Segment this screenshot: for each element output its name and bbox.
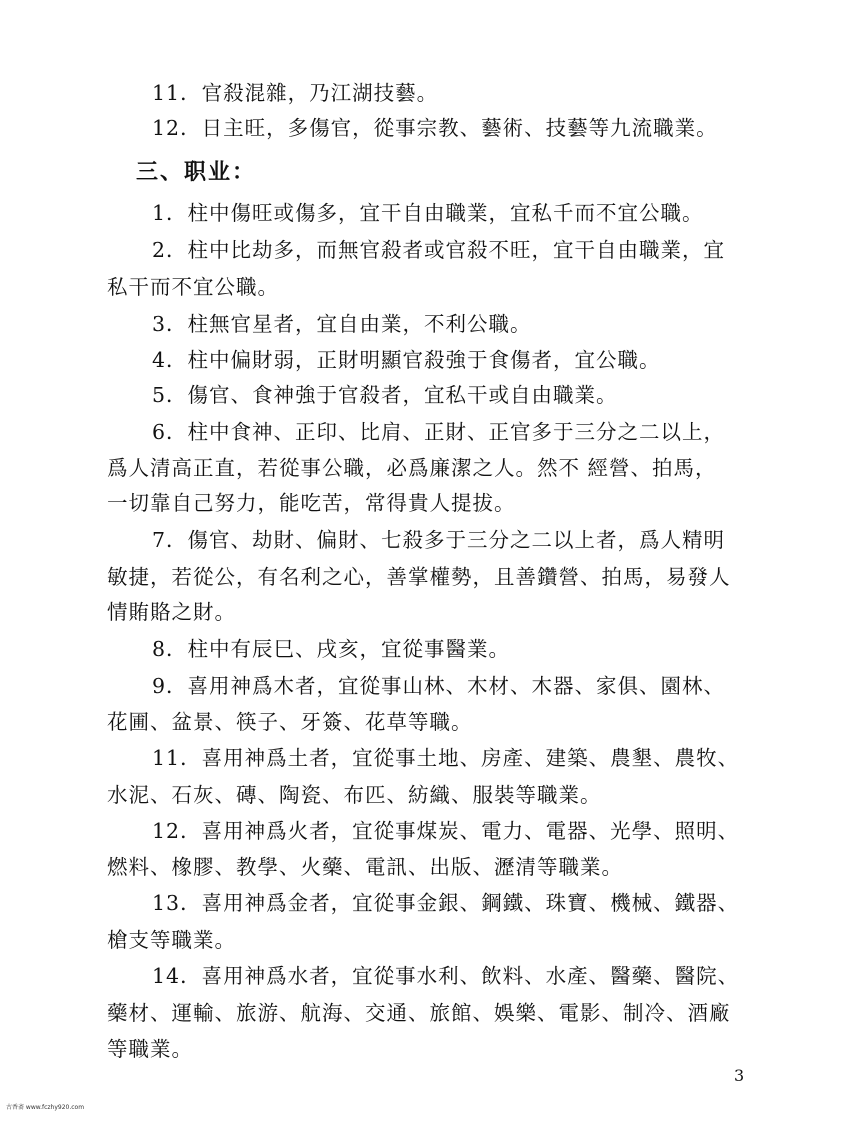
text-line: 1．柱中傷旺或傷多，宜干自由職業，宜私千而不宜公職。 bbox=[152, 201, 704, 225]
text-line: 私干而不宜公職。 bbox=[107, 275, 279, 299]
text-line: 9．喜用神爲木者，宜從事山林、木材、木器、家俱、園林、 bbox=[152, 674, 726, 698]
footer-site-watermark: 古香斋 www.fczhy920.com bbox=[6, 1104, 85, 1111]
text-line: 爲人清高正直，若從事公職，必爲廉潔之人。然不 經營、拍馬， bbox=[107, 456, 717, 480]
text-line: 12．喜用神爲火者，宜從事煤炭、電力、電器、光學、照明、 bbox=[152, 819, 740, 843]
text-line: 13．喜用神爲金者，宜從事金銀、鋼鐵、珠寶、機械、鐵器、 bbox=[152, 891, 740, 915]
text-line: 花圃、盆景、筷子、牙簽、花草等職。 bbox=[107, 710, 473, 734]
text-line: 6．柱中食神、正印、比肩、正財、正官多于三分之二以上， bbox=[152, 420, 726, 444]
text-line: 2．柱中比劫多，而無官殺者或官殺不旺，宜干自由職業，宜 bbox=[152, 238, 726, 262]
text-line: 4．柱中偏財弱，正財明顯官殺強于食傷者，宜公職。 bbox=[152, 348, 661, 372]
text-line: 12．日主旺，多傷官，從事宗教、藝術、技藝等九流職業。 bbox=[152, 116, 718, 140]
text-line: 藥材、運輸、旅游、航海、交通、旅館、娛樂、電影、制冷、酒廠 bbox=[107, 1001, 731, 1025]
text-line: 11．官殺混雜，乃江湖技藝。 bbox=[152, 81, 439, 105]
text-line: 情賄賂之財。 bbox=[107, 600, 236, 624]
page-number: 3 bbox=[734, 1066, 745, 1085]
text-line: 5．傷官、食神強于官殺者，宜私干或自由職業。 bbox=[152, 383, 618, 407]
text-line: 水泥、石灰、磚、陶瓷、布匹、紡織、服裝等職業。 bbox=[107, 783, 602, 807]
text-line: 槍支等職業。 bbox=[107, 928, 236, 952]
text-line: 14．喜用神爲水者，宜從事水利、飲料、水產、醫藥、醫院、 bbox=[152, 964, 740, 988]
text-line: 等職業。 bbox=[107, 1037, 193, 1061]
text-line: 11．喜用神爲土者，宜從事土地、房產、建築、農墾、農牧、 bbox=[152, 746, 740, 770]
section-heading: 三、职业： bbox=[136, 160, 257, 185]
text-line: 7．傷官、劫財、偏財、七殺多于三分之二以上者，爲人精明 bbox=[152, 528, 726, 552]
text-line: 一切靠自己努力，能吃苦，常得貴人提拔。 bbox=[107, 491, 516, 515]
text-line: 3．柱無官星者，宜自由業，不利公職。 bbox=[152, 312, 532, 336]
text-line: 敏捷，若從公，有名利之心，善掌權勢，且善鑽營、拍馬，易發人 bbox=[107, 565, 731, 589]
text-line: 燃料、橡膠、教學、火藥、電訊、出版、瀝清等職業。 bbox=[107, 855, 623, 879]
text-line: 8．柱中有辰巳、戌亥，宜從事醫業。 bbox=[152, 637, 511, 661]
